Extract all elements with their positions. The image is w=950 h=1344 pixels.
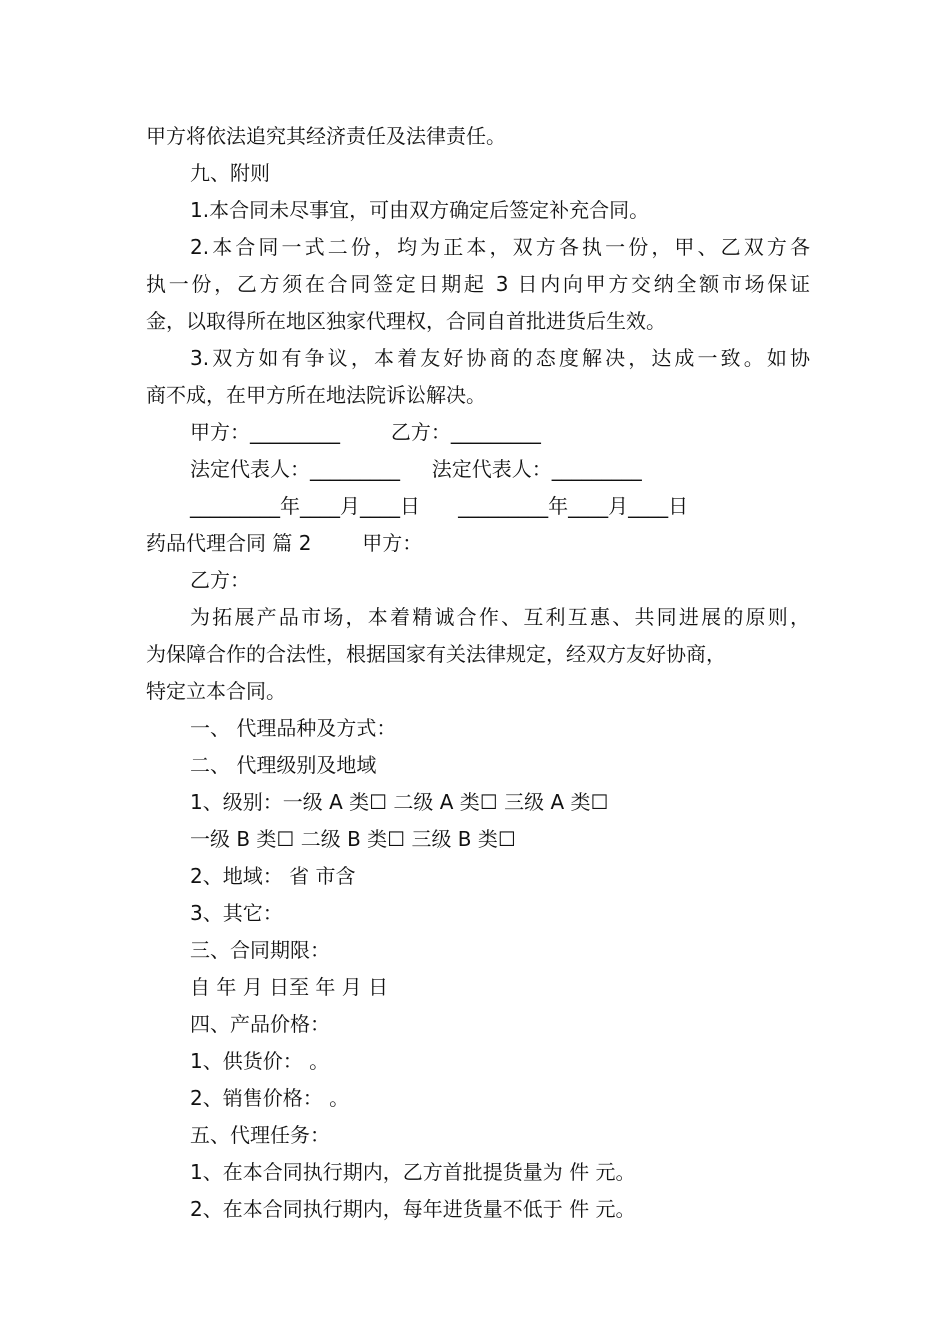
text-line: 2、地域： 省 市含 (190, 864, 356, 888)
level-options-b: 一级 B 类☐ 二级 B 类☐ 三级 B 类☐ (190, 827, 516, 851)
contract-title-line: 药品代理合同 篇 2 甲方： (146, 531, 423, 555)
text-line: 3.双方如有争议，本着友好协商的态度解决，达成一致。如协 (190, 346, 810, 370)
section-heading: 二、 代理级别及地域 (190, 753, 377, 777)
text-line: 2、在本合同执行期内，每年进货量不低于 件 元。 (190, 1197, 636, 1221)
text-line: 自 年 月 日至 年 月 日 (190, 975, 389, 999)
party-b-line: 乙方： (190, 568, 250, 592)
section-heading: 九、附则 (190, 161, 270, 185)
section-heading: 四、产品价格： (190, 1012, 330, 1036)
text-line: 特定立本合同。 (146, 679, 286, 703)
text-line: 为保障合作的合法性，根据国家有关法律规定，经双方友好协商， (146, 642, 726, 666)
text-line: 为拓展产品市场，本着精诚合作、互利互惠、共同进展的原则， (190, 605, 810, 629)
signature-date-line: _________年____月____日 _________年____月____日 (190, 494, 689, 518)
signature-party-line: 甲方：_________ 乙方：_________ (190, 420, 541, 444)
text-line: 甲方将依法追究其经济责任及法律责任。 (146, 124, 506, 148)
text-line: 2.本合同一式二份，均为正本，双方各执一份，甲、乙双方各 (190, 235, 810, 259)
text-line: 1、供货价： 。 (190, 1049, 330, 1073)
section-heading: 一、 代理品种及方式： (190, 716, 397, 740)
text-line: 3、其它： (190, 901, 283, 925)
text-line: 1、在本合同执行期内，乙方首批提货量为 件 元。 (190, 1160, 636, 1184)
section-heading: 三、合同期限： (190, 938, 330, 962)
text-line: 2、销售价格： 。 (190, 1086, 350, 1110)
text-line: 商不成，在甲方所在地法院诉讼解决。 (146, 383, 486, 407)
section-heading: 五、代理任务： (190, 1123, 330, 1147)
text-line: 执一份，乙方须在合同签定日期起 3 日内向甲方交纳全额市场保证 (146, 272, 810, 296)
level-options-a: 1、级别：一级 A 类☐ 二级 A 类☐ 三级 A 类☐ (190, 790, 609, 814)
text-line: 1.本合同未尽事宜，可由双方确定后签定补充合同。 (190, 198, 650, 222)
text-line: 金，以取得所在地区独家代理权，合同自首批进货后生效。 (146, 309, 666, 333)
signature-representative-line: 法定代表人：_________ 法定代表人：_________ (190, 457, 642, 481)
